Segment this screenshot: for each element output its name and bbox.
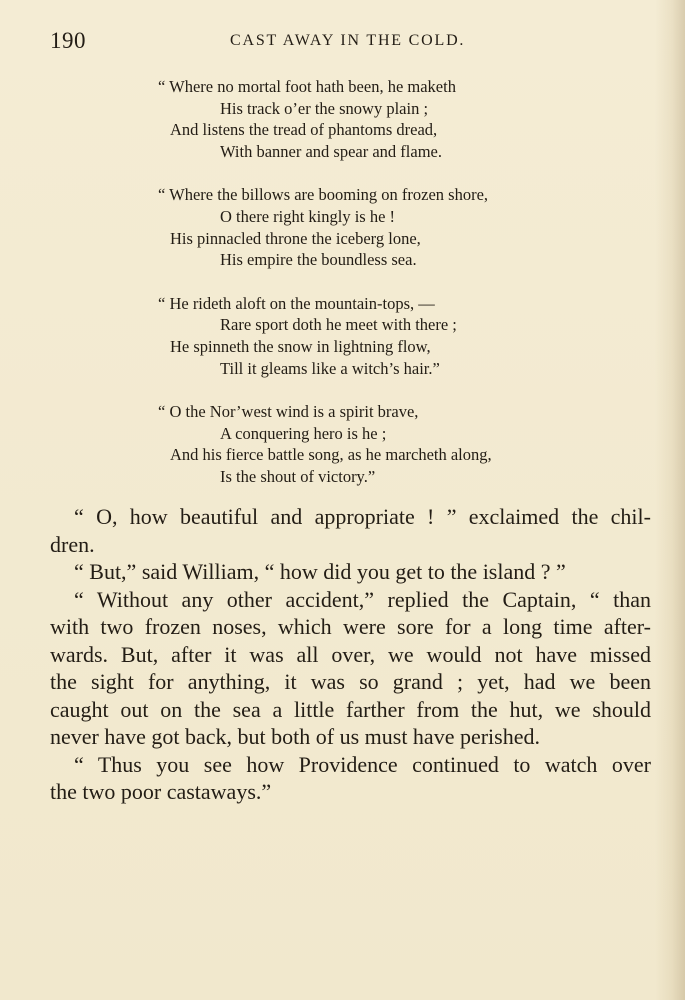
poem-line: A conquering hero is he ; bbox=[220, 423, 387, 443]
poem-line: “ O the Nor’west wind is a spirit brave, bbox=[158, 402, 419, 422]
poem-line: “ Where the billows are booming on frozen shore, bbox=[158, 185, 489, 205]
page-header bbox=[50, 28, 650, 58]
poem-line: And his fierce battle song, as he marcheth along, bbox=[170, 445, 492, 465]
poem-line: He spinneth the snow in lightning flow, bbox=[170, 336, 431, 356]
prose-line: “ O, how beautiful and appropriate ! ” exclaimed the chil- bbox=[74, 504, 651, 529]
prose-line: the two poor castaways.” bbox=[50, 779, 272, 804]
prose-line: “ Without any other accident,” replied the Captain, “ than bbox=[74, 586, 651, 612]
poem-stanza bbox=[158, 401, 578, 487]
poem-stanza bbox=[158, 293, 578, 379]
poem-line: His empire the boundless sea. bbox=[220, 250, 417, 270]
poem-line: “ He rideth aloft on the mountain-tops, — bbox=[158, 293, 435, 313]
prose-line: wards. But, after it was all over, we would not have missed bbox=[50, 641, 651, 667]
running-title: CAST AWAY IN THE COLD. bbox=[230, 32, 466, 49]
prose-line: the sight for anything, it was so grand ; yet, had we been bbox=[50, 669, 651, 694]
poem-line: His pinnacled throne the iceberg lone, bbox=[170, 228, 421, 248]
prose-body bbox=[50, 503, 651, 806]
poem-line: With banner and spear and flame. bbox=[220, 141, 442, 161]
prose-line: caught out on the sea a little farther from the hut, we should bbox=[50, 696, 651, 722]
poem-line: His track o’er the snowy plain ; bbox=[220, 98, 429, 118]
prose-line: never have got back, but both of us must have perished. bbox=[50, 724, 540, 749]
poem-stanza bbox=[158, 184, 578, 270]
prose-line: dren. bbox=[50, 531, 95, 557]
poem-stanza bbox=[158, 76, 578, 162]
poem-line: Till it gleams like a witch’s hair.” bbox=[220, 358, 440, 378]
prose-line: “ But,” said William, “ how did you get to the island ? ” bbox=[74, 559, 566, 584]
poem-line: Is the shout of victory.” bbox=[220, 466, 376, 486]
poem-line: Rare sport doth he meet with there ; bbox=[220, 315, 457, 335]
poem-line: “ Where no mortal foot hath been, he maketh bbox=[158, 77, 456, 96]
poem-line: And listens the tread of phantoms dread, bbox=[170, 120, 438, 140]
prose-line: with two frozen noses, which were sore for a long time after- bbox=[50, 614, 651, 639]
prose-line: “ Thus you see how Providence continued to watch over bbox=[74, 751, 651, 777]
poem bbox=[158, 76, 578, 510]
page-number: 190 bbox=[50, 28, 86, 53]
poem-line: O there right kingly is he ! bbox=[220, 206, 396, 226]
